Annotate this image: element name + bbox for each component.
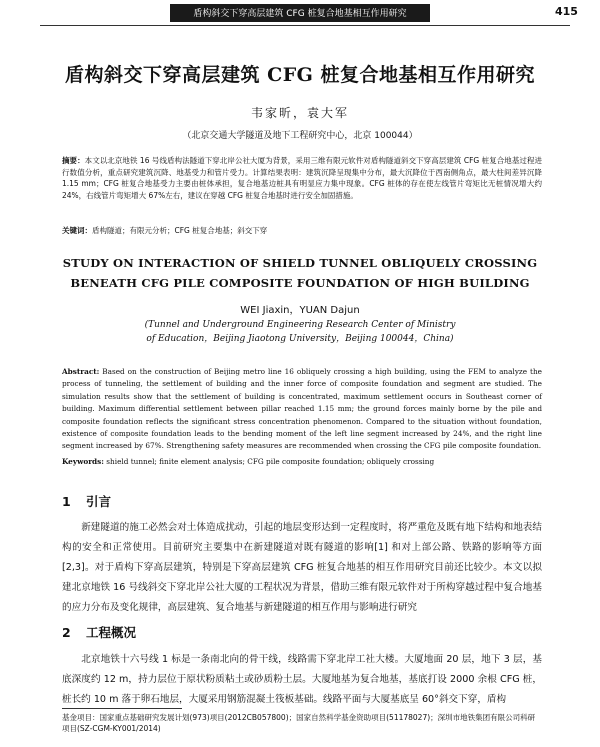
footnote: 基金项目：国家重点基础研究发展计划(973)项目(2012CB057800)；国家自然科学基金资助项目(51178027)；深圳市地铁集团有限公司科研项目(SZ-CGM-KY001/2014): [62, 713, 536, 733]
page-number: 415: [555, 5, 578, 18]
keywords-cn: [62, 225, 542, 236]
authors-cn: 韦家昕，袁大军: [250, 106, 349, 120]
section-1-paragraph: 新建隧道的施工必然会对土体造成扰动，引起的地层变形达到一定程度时，将严重危及既有地下结构和地表结构的安全和正常使用。目前研究主要集中在新建隧道对既有隧道的影响[1] 和对上部公路、铁路的影响等方面[2,3]。对于盾构下穿高层建筑，特别是下穿高层建筑 CFG 桩复合地基的相互作用研究目前还比较少。本文以拟建北京地铁 16 号线斜交下穿北岸公社大厦的工程状况为背景，借助三维有限元软件对于所构穿越过程中复合地基的应力分布及变化规律，高层建筑、复合地基与新建隧道的相互作用与影响进行研究: [62, 522, 542, 613]
section-2-number: 2: [62, 625, 71, 640]
abstract-en-label: Abstract:: [62, 367, 100, 376]
keywords-en-text: shield tunnel; finite element analysis; CFG pile composite foundation; obliquely crossing: [106, 457, 435, 466]
abstract-cn-label: 摘要：: [62, 156, 85, 165]
affiliation-en-line2: of Education，Beijing Jiaotong University，Beijing 100044，China): [146, 334, 454, 344]
keywords-cn-label: 关键词：: [62, 226, 92, 235]
footnote-rule: [62, 708, 182, 709]
paper-title-en-line2: BENEATH CFG PILE COMPOSITE FOUNDATION OF HIGH BUILDING: [70, 276, 530, 290]
abstract-cn-text: 本文以北京地铁 16 号线盾构法隧道下穿北岸公社大厦为背景，采用三维有限元软件对盾构隧道斜交下穿高层建筑 CFG 桩复合地基过程进行数值分析，重点研究建筑沉降、地基受力和管片受力。计算结果表明：建筑沉降呈现集中分布，最大沉降位于西南侧角点，最大柱间差异沉降 1.15 mm；CFG 桩复合地基受力主要由桩体承担，复合地基边桩具有明显应力集中现象。CFG 桩体的存在使左线管片弯矩比无桩情况增大约 24%，右线管片弯矩增大 67%左右，建议在穿越 CFG 桩复合地基时进行安全加固措施。: [62, 156, 542, 200]
section-1-body: [62, 518, 542, 618]
affiliation-en-line1: (Tunnel and Underground Engineering Research Center of Ministry: [144, 320, 456, 330]
section-2-body: [62, 650, 542, 710]
abstract-en-text: Based on the construction of Beijing metro line 16 obliquely crossing a high building, using the FEM to analyze the process of tunneling, the settlement of building and the inner force of composite foundation and segment are studied. The simulation results show that the settlement of building is concentrated, maximum settlement occurs in Southeast corner of building. Maximum differential settlement between pillar reached 1.15 mm; the ground forces mainly borne by the pile and composite foundation reflects the significant stress concentration phenomenon. Compared to the situation without foundation, existence of composite foundation leads to the bending moment of the left line segment increased by 24%, and the right line segment increased by 67%. Strengthening safety measures are recommended when crossing the CFG pile composite foundation.: [62, 367, 542, 451]
header-rule: [40, 25, 570, 26]
section-2-heading: [62, 623, 136, 641]
section-1-title: 引言: [86, 494, 112, 509]
paper-title-cn: 盾构斜交下穿高层建筑 CFG 桩复合地基相互作用研究: [64, 64, 536, 86]
keywords-cn-text: 盾构隧道；有限元分析；CFG 桩复合地基；斜交下穿: [92, 226, 268, 235]
section-1-heading: [62, 492, 111, 510]
keywords-en-label: Keywords:: [62, 457, 104, 466]
keywords-en: [62, 457, 542, 466]
affiliation-cn: （北京交通大学隧道及地下工程研究中心，北京 100044）: [182, 131, 418, 141]
section-1-number: 1: [62, 494, 71, 509]
paper-title-en-line1: STUDY ON INTERACTION OF SHIELD TUNNEL OBLIQUELY CROSSING: [62, 256, 538, 270]
running-header-title: 盾构斜交下穿高层建筑 CFG 桩复合地基相互作用研究: [193, 9, 407, 19]
abstract-cn: [62, 155, 542, 201]
running-header: [0, 0, 600, 26]
paper-title-en: [40, 253, 560, 293]
abstract-en: [62, 366, 542, 453]
section-2-title: 工程概况: [86, 625, 137, 640]
section-2-paragraph: 北京地铁十六号线 1 标是一条南北向的骨干线，线路需下穿北岸工社大楼。大厦地面 20 层，地下 3 层，基底深度约 12 m，持力层位于原状粉质粘土或砂质粉土层。大厦地基为复合地基，基底打设 2000 余根 CFG 桩，桩长约 10 m 落于卵石地层，大厦采用钢筋混凝土筏板基础。线路平面与大厦基底呈 60°斜交下穿，盾构: [62, 654, 542, 705]
authors-en: WEI Jiaxin，YUAN Dajun: [240, 305, 360, 316]
affiliation-en: [60, 318, 540, 346]
